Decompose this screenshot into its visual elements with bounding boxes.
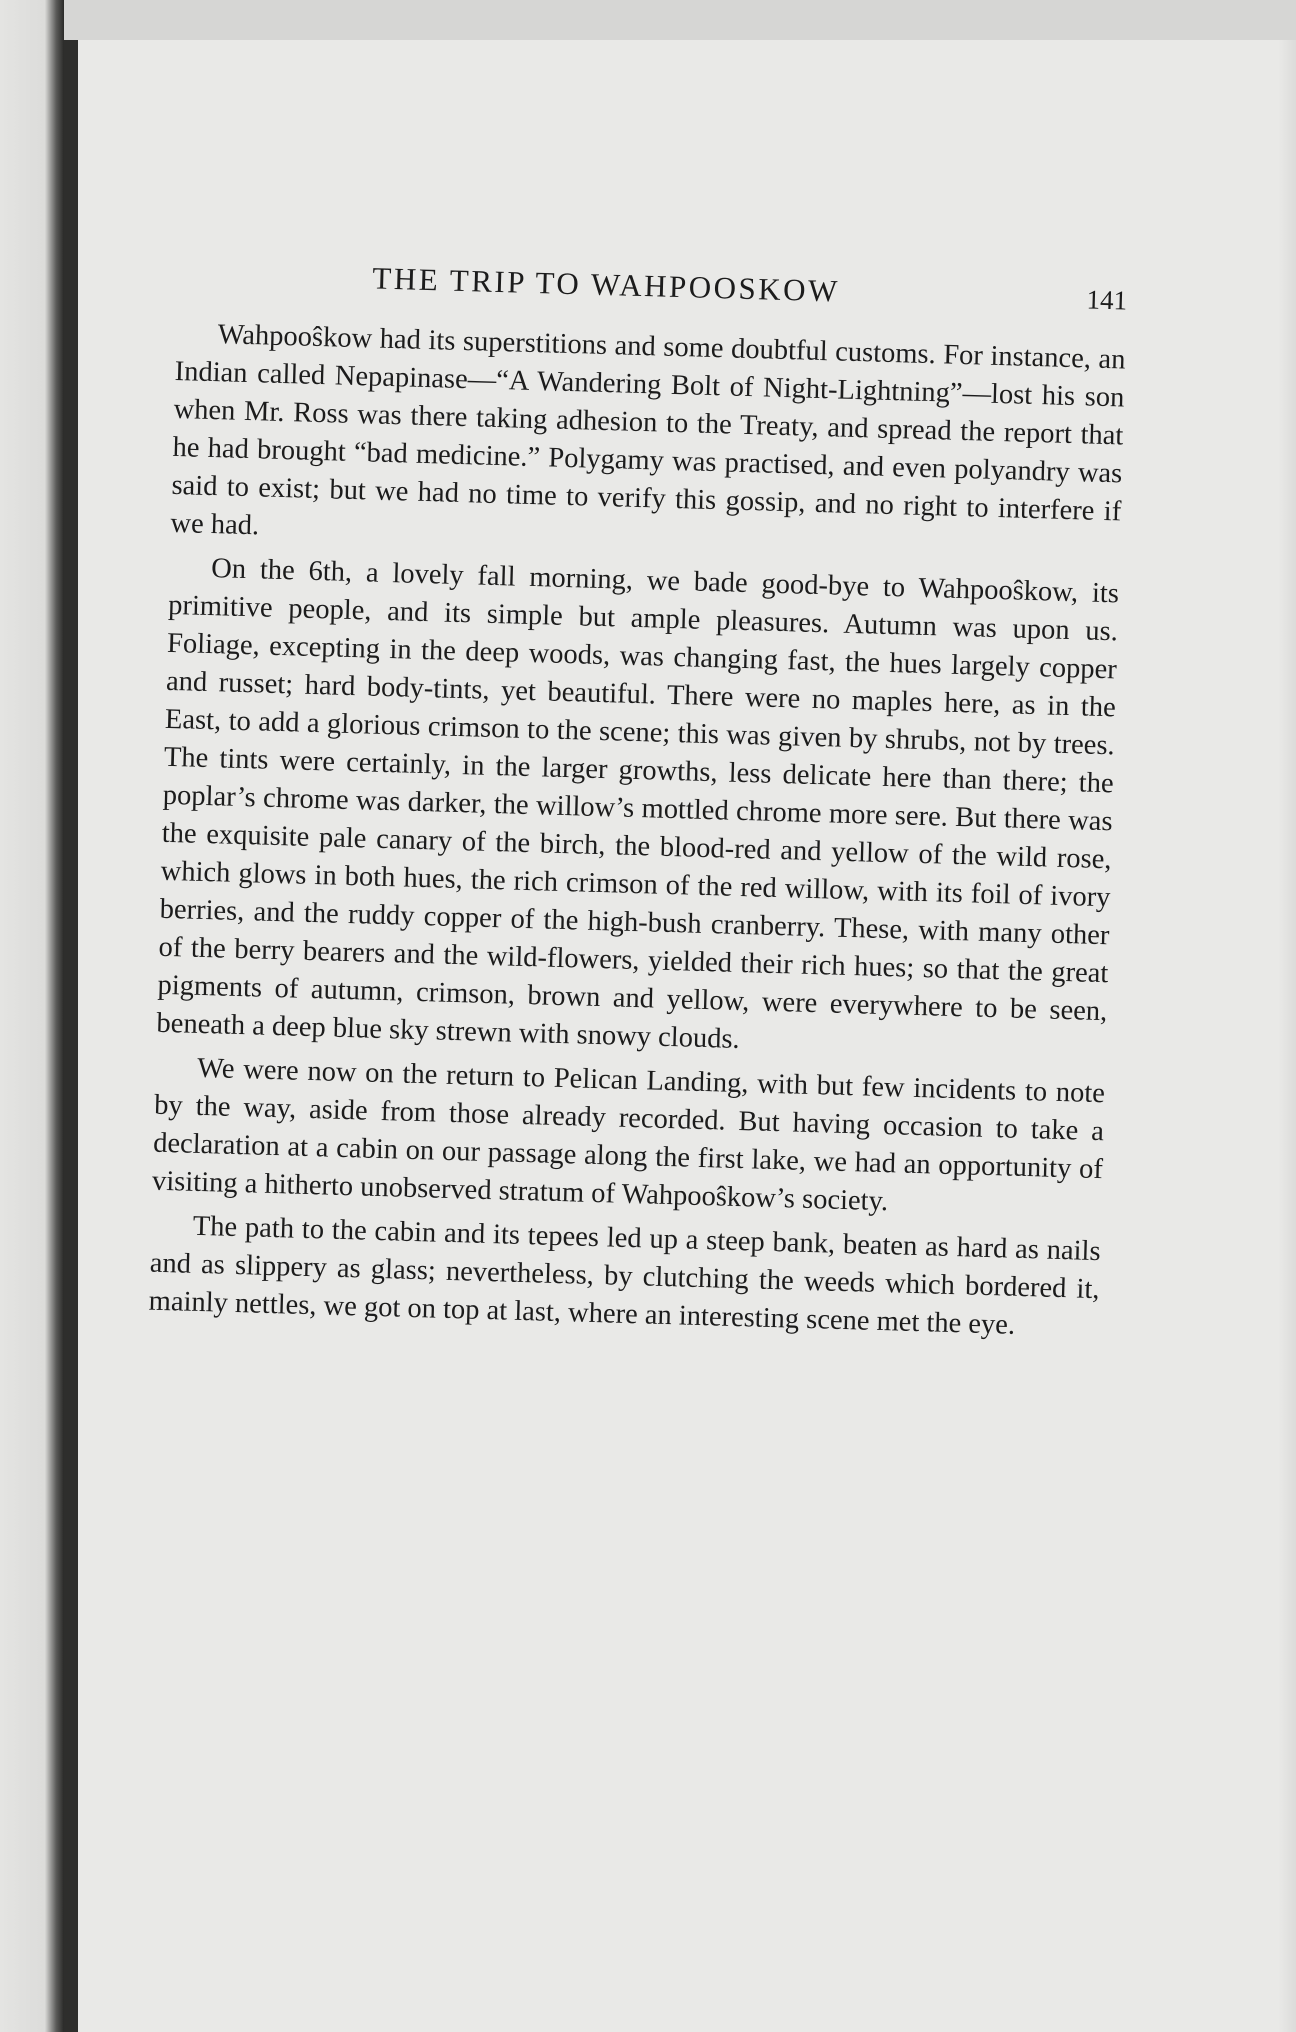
scan-background-edge [0,0,64,2032]
book-page [64,40,1296,2032]
running-head-title: THE TRIP TO WAHPOOSKOW [371,260,841,309]
text-block [148,255,1128,1353]
page-number: 141 [1086,284,1128,316]
paragraph-path-to-cabin: The path to the cabin and its tepees led up a steep bank, beaten as hard as nails and as slippery as glass; nevertheless, by clutching the weeds which bordered it, mainly nettles, we got on top at last, where an interesting scene met the eye. [148,1210,1101,1341]
paragraph-autumn-departure: On the 6th, a lovely fall morning, we bade good-bye to Wahpooŝkow, its primitive people, and its simple but ample pleasures. Autumn was upon us. Foliage, excepting in the deep woods, was changing fast, the hues largely copper and russet; hard body-tints, yet beautiful. There were no maples here, as in the East, to add a glorious crimson to the scene; this was given by shrubs, not by trees. The tints were certainly, in the larger growths, less delicate here than there; the poplar’s chrome was darker, the willow’s mottled chrome more sere. But there was the exquisite pale canary of the birch, the blood-red and yellow of the wild rose, which glows in both hues, the rich crimson of the red willow, with its foil of ivory berries, and the ruddy copper of the high-bush cranberry. These, with many other of the berry bearers and the wild-flowers, yielded their rich hues; so that the great pigments of autumn, crimson, brown and yellow, were everywhere to be seen, beneath a deep blue sky strewn with snowy clouds. [156,553,1120,1055]
paragraph-return-pelican-landing: We were now on the return to Pelican Landing, with but few incidents to note by the way, aside from those already recorded. But having occasion to take a declaration at a cabin on our passage along the first lake, we had an opportunity of visiting a hitherto unobserved stratum of Wahpooŝkow’s society. [151,1052,1106,1218]
page-shadow [1278,40,1296,2032]
paragraph-superstitions: Wahpooŝkow had its superstitions and some doubtful customs. For instance, an Indian called Nepapinase—“A Wandering Bolt of Night-Lightning”—lost his son when Mr. Ross was there taking adhesion to the Treaty, and spread the report that he had brought “bad medicine.” Polygamy was practised, and even polyandry was said to exist; but we had no time to verify this gossip, and no right to interfere if we had. [170,319,1126,542]
